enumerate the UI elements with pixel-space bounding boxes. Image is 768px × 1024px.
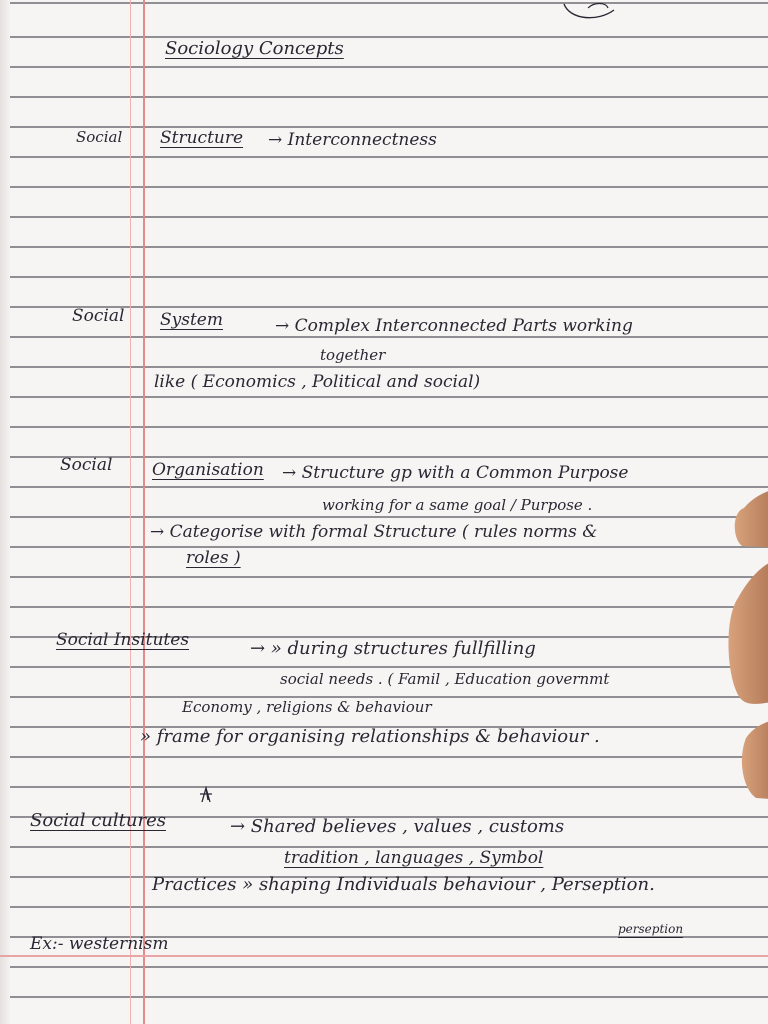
institutes-definition-3: Economy , religions & behaviour	[182, 698, 432, 716]
structure-definition: → Interconnectness	[268, 130, 437, 150]
institutes-term: Social Insitutes	[56, 630, 190, 650]
page-edge	[0, 0, 10, 1024]
margin-line	[143, 0, 145, 1024]
institutes-definition-4: » frame for organising relationships & behaviour .	[140, 726, 600, 747]
system-term: Social	[72, 306, 125, 326]
cultures-definition-3: Practices » shaping Individuals behaviour , Perseption.	[152, 874, 655, 895]
system-like: like ( Economics , Political and social)	[154, 372, 481, 392]
organisation-word: Organisation	[152, 460, 264, 480]
organisation-definition-4: roles )	[186, 548, 241, 568]
structure-word: Structure	[160, 128, 244, 148]
organisation-definition-1: → Structure gp with a Common Purpose	[282, 463, 629, 483]
cultures-definition-4: perseption	[618, 922, 684, 936]
institutes-definition-2: social needs . ( Famil , Education governmt	[280, 670, 610, 688]
example-line: Ex:- westernism	[30, 934, 169, 954]
cultures-definition-2: tradition , languages , Symbol	[284, 848, 544, 868]
organisation-definition-2: working for a same goal / Purpose .	[322, 496, 593, 514]
cultures-term: Social cultures	[30, 810, 166, 831]
organisation-definition-3: → Categorise with formal Structure ( rules norms &	[150, 522, 598, 542]
system-definition-2: together	[320, 346, 386, 364]
finger-image	[724, 488, 768, 818]
margin-line-faint	[130, 0, 131, 1024]
system-definition-1: → Complex Interconnected Parts working	[275, 316, 633, 336]
page-title: Sociology Concepts	[165, 38, 344, 59]
organisation-term: Social	[60, 455, 113, 475]
system-word: System	[160, 310, 223, 330]
institutes-definition-1: → » during structures fullfilling	[250, 638, 536, 659]
structure-term: Social	[76, 128, 123, 146]
corner-doodle-icon	[558, 0, 628, 22]
bottom-margin-line	[0, 955, 768, 957]
cultures-definition-1: → Shared believes , values , customs	[230, 816, 565, 837]
star-icon	[196, 786, 216, 806]
